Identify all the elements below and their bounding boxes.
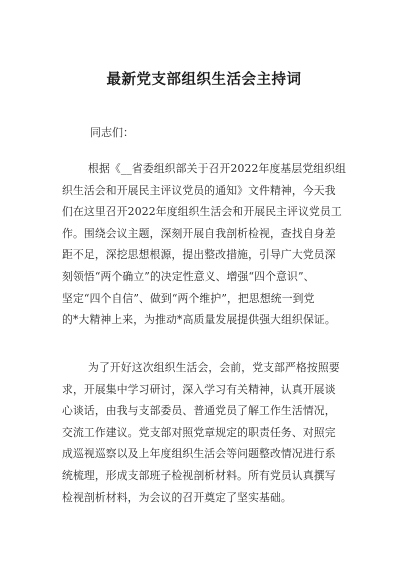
paragraph-line: 坚定“四个自信”、做到“两个维护”，把思想统一到党 bbox=[62, 291, 315, 305]
paragraph-1 bbox=[62, 158, 352, 331]
paragraph-line: 织生活会和开展民主评议党员的通知》文件精神，今天我 bbox=[62, 183, 336, 197]
paragraph-line: 根据《__省委组织部关于召开2022年度基层党组织组 bbox=[88, 162, 347, 175]
paragraph-line: 心谈话，由我与支部委员、普通党员了解工作生活情况， bbox=[62, 404, 336, 418]
salutation: 同志们： bbox=[90, 126, 134, 139]
paragraph-line: 为了开好这次组织生活会，会前，党支部严格按照要 bbox=[88, 361, 340, 374]
paragraph-line: 作。围绕会议主题，深刻开展自我剖析检视，查找自身差 bbox=[62, 226, 336, 240]
paragraph-line: 求，开展集中学习研讨，深入学习有关精神，认真开展谈 bbox=[62, 382, 336, 396]
paragraph-line: 的*大精神上来，为推动*高质量发展提供强大组织保证。 bbox=[62, 313, 336, 327]
paragraph-2 bbox=[62, 357, 352, 508]
paragraph-line: 检视剖析材料，为会议的召开奠定了坚实基础。 bbox=[62, 490, 292, 504]
paragraph-line: 成巡视巡察以及上年度组织生活会等问题整改情况进行系 bbox=[62, 447, 336, 461]
page-title: 最新党支部组织生活会主持词 bbox=[106, 72, 302, 88]
paragraph-line: 刻领悟“两个确立”的决定性意义、增强“四个意识”、 bbox=[62, 269, 315, 283]
paragraph-line: 交流工作建议。党支部对照党章规定的职责任务、对照完 bbox=[62, 425, 336, 439]
paragraph-line: 距不足，深挖思想根源，提出整改措施，引导广大党员深 bbox=[62, 248, 336, 262]
paragraph-line: 统梳理，形成支部班子检视剖析材料。所有党员认真撰写 bbox=[62, 468, 336, 482]
paragraph-line: 们在这里召开2022年度组织生活会和开展民主评议党员工 bbox=[62, 205, 342, 219]
